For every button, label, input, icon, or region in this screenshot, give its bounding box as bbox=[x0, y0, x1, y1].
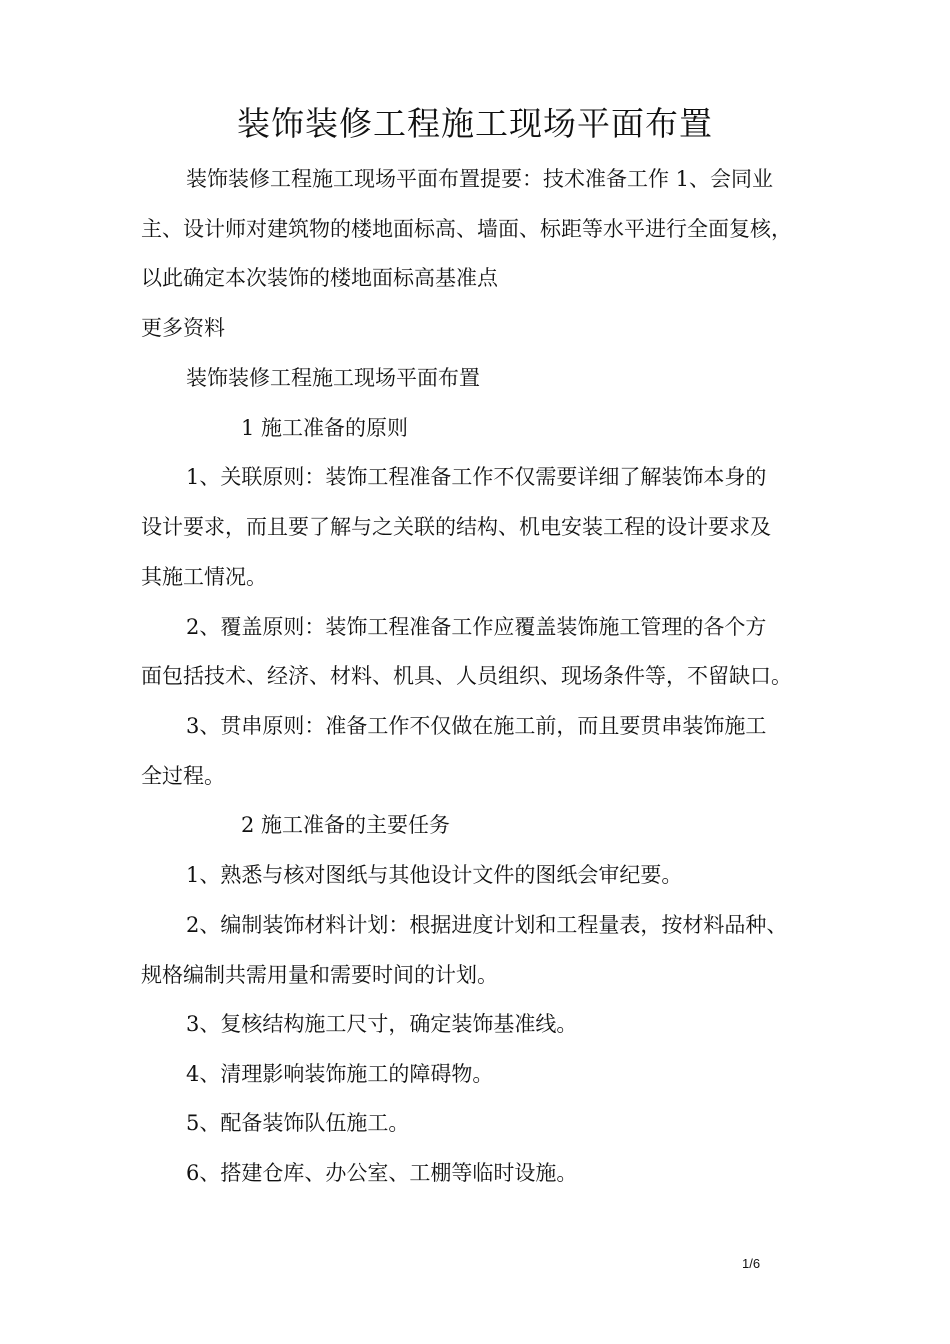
more-info-link-text: 更多资料 bbox=[141, 316, 225, 340]
subtitle-line: 装饰装修工程施工现场平面布置 bbox=[186, 366, 480, 390]
paragraph-line: 3、贯串原则：准备工作不仅做在施工前，而且要贯串装饰施工 bbox=[186, 714, 767, 738]
task-line-5: 5、配备装饰队伍施工。 bbox=[186, 1111, 410, 1135]
task-line-1: 1、熟悉与核对图纸与其他设计文件的图纸会审纪要。 bbox=[186, 863, 683, 887]
task-line-3: 3、复核结构施工尺寸，确定装饰基准线。 bbox=[186, 1012, 578, 1036]
paragraph-line: 设计要求，而且要了解与之关联的结构、机电安装工程的设计要求及 bbox=[141, 515, 771, 539]
page-number: 1/6 bbox=[742, 1256, 761, 1271]
task-line-2: 2、编制装饰材料计划：根据进度计划和工程量表，按材料品种、 bbox=[186, 913, 788, 937]
task-line-4: 4、清理影响装饰施工的障碍物。 bbox=[186, 1062, 494, 1086]
section-heading-1: 1 施工准备的原则 bbox=[241, 416, 409, 440]
paragraph-line: 面包括技术、经济、材料、机具、人员组织、现场条件等，不留缺口。 bbox=[141, 664, 792, 688]
summary-line-2: 主、设计师对建筑物的楼地面标高、墙面、标距等水平进行全面复核， bbox=[141, 217, 792, 241]
task-line-2-continued: 规格编制共需用量和需要时间的计划。 bbox=[141, 963, 498, 987]
summary-line-3: 以此确定本次装饰的楼地面标高基准点 bbox=[141, 266, 498, 290]
paragraph-line: 全过程。 bbox=[141, 764, 225, 788]
paragraph-line: 其施工情况。 bbox=[141, 565, 267, 589]
summary-line-1: 装饰装修工程施工现场平面布置提要：技术准备工作 1、会同业 bbox=[186, 167, 774, 191]
document-title: 装饰装修工程施工现场平面布置 bbox=[237, 104, 713, 143]
paragraph-line: 2、覆盖原则：装饰工程准备工作应覆盖装饰施工管理的各个方 bbox=[186, 615, 767, 639]
section-heading-2: 2 施工准备的主要任务 bbox=[241, 813, 451, 837]
paragraph-line: 1、关联原则：装饰工程准备工作不仅需要详细了解装饰本身的 bbox=[186, 465, 767, 489]
task-line-6: 6、搭建仓库、办公室、工棚等临时设施。 bbox=[186, 1161, 578, 1185]
